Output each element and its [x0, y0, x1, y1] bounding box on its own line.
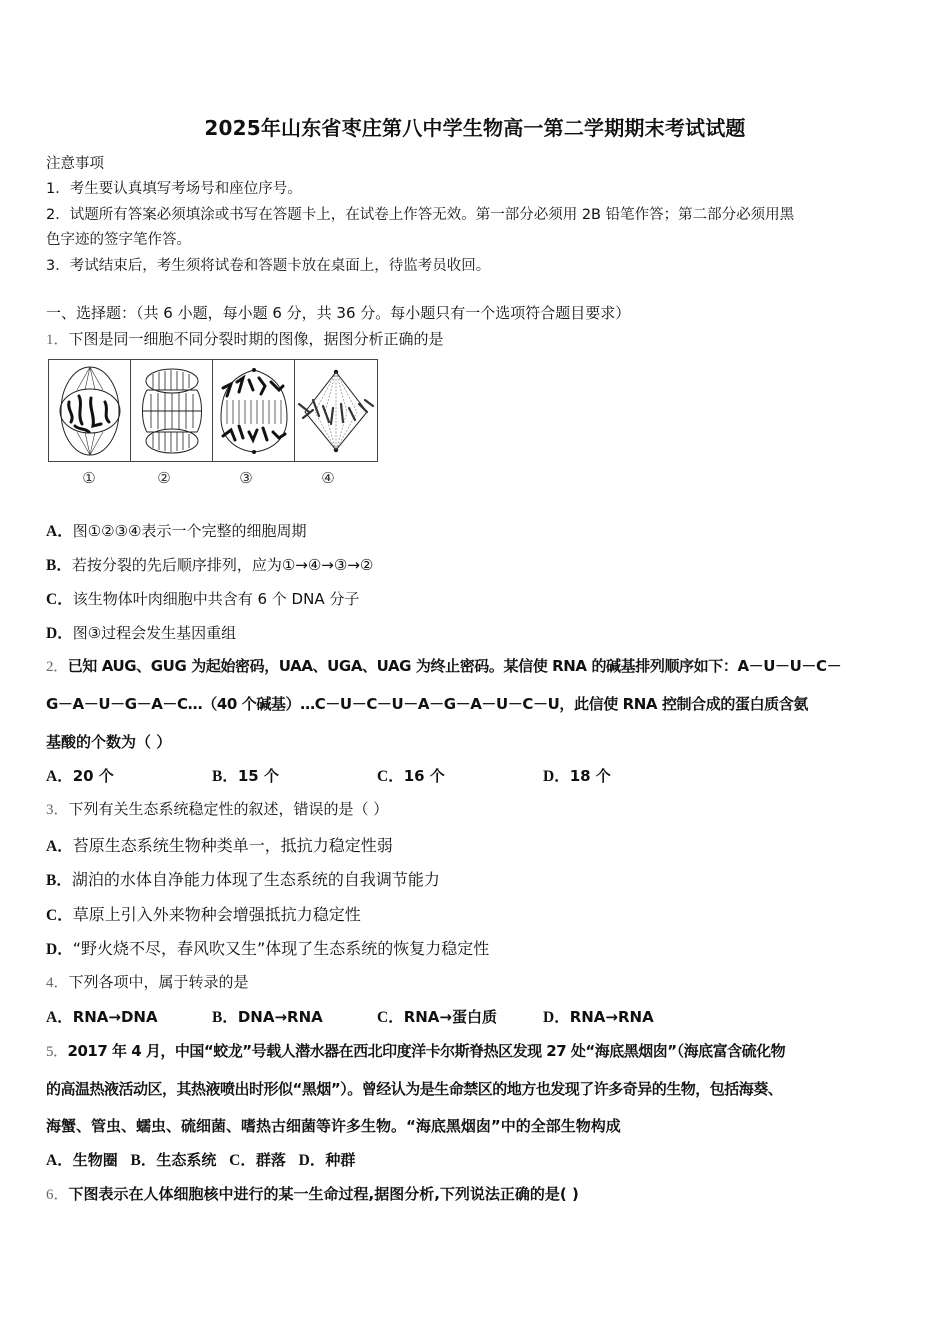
cell-division-figure: [48, 359, 374, 489]
question-number: 3．: [46, 802, 69, 818]
question-4-stem: [46, 971, 249, 992]
option-text: 种群: [325, 1151, 356, 1169]
cell-panel-3: [212, 359, 296, 462]
question-5-stem-line-1: [46, 1040, 785, 1061]
question-5-option-c[interactable]: [229, 1151, 286, 1169]
option-label: C．: [46, 591, 73, 608]
question-2-option-c[interactable]: [377, 764, 445, 786]
option-label: B．: [46, 872, 72, 889]
question-5-stem-line-2: 的高温热液活动区，其热液喷出时形似“黑烟”）。曾经认为是生命禁区的地方也发现了许多奇异的生物，包括海葵、: [46, 1080, 783, 1098]
question-3-option-b[interactable]: [46, 867, 440, 890]
option-text: 生物圈: [72, 1151, 118, 1169]
exam-title: 2025年山东省枣庄第八中学生物高一第二学期期末考试试题: [204, 116, 746, 140]
option-label: B．: [212, 768, 238, 785]
question-number: 1．: [46, 332, 69, 348]
question-3-option-c[interactable]: [46, 902, 361, 925]
option-text: 图①②③④表示一个完整的细胞周期: [72, 522, 307, 540]
question-4-option-c[interactable]: [377, 1005, 497, 1027]
option-label: B．: [212, 1009, 238, 1026]
figure-label-4: ④: [321, 469, 335, 487]
option-text: “野火烧不尽，春风吹又生”体现了生态系统的恢复力稳定性: [72, 939, 490, 958]
option-text: 苔原生态系统生物种类单一，抵抗力稳定性弱: [72, 836, 393, 855]
question-text: 下列有关生态系统稳定性的叙述，错误的是（ ）: [68, 800, 389, 818]
notice-item-2: 2．试题所有答案必须填涂或书写在答题卡上，在试卷上作答无效。第一部分必须用 2B 铅笔作答；第二部分必须用黑: [46, 207, 795, 223]
option-text: 16 个: [403, 767, 445, 785]
option-text: 18 个: [569, 767, 611, 785]
question-2-stem-line-1: [46, 655, 841, 676]
question-2-option-d[interactable]: [543, 764, 611, 786]
question-number: 4．: [46, 975, 69, 991]
option-label: D．: [298, 1152, 326, 1169]
question-5-option-d[interactable]: [299, 1151, 356, 1169]
question-2-option-a[interactable]: [46, 764, 114, 786]
question-text: 2017 年 4 月，中国“蛟龙”号载人潜水器在西北印度洋卡尔斯脊热区发现 27 处“海底黑烟囱”（海底富含硫化物: [67, 1042, 786, 1060]
telophase-cell-icon: [131, 360, 213, 461]
prophase-cell-icon: [49, 360, 131, 461]
option-text: 20 个: [72, 767, 114, 785]
option-label: C．: [377, 1009, 404, 1026]
question-1-stem: [46, 328, 444, 349]
notice-item-1: 1．考生要认真填写考场号和座位序号。: [46, 181, 302, 197]
option-text: 草原上引入外来物种会增强抵抗力稳定性: [72, 905, 361, 924]
figure-label-3: ③: [239, 469, 253, 487]
option-label: D．: [543, 1009, 570, 1026]
option-label: C．: [46, 907, 73, 924]
section-heading: 一、选择题：（共 6 小题，每小题 6 分，共 36 分。每小题只有一个选项符合题目要求）: [46, 304, 631, 322]
question-4-option-b[interactable]: [212, 1005, 323, 1027]
notice-heading: 注意事项: [46, 156, 104, 172]
question-2-stem-line-2: G－A－U－G－A－C…（40 个碱基）…C－U－C－U－A－G－A－U－C－U，此信使 RNA 控制合成的蛋白质含氨: [46, 695, 808, 713]
cell-panel-4: [294, 359, 378, 462]
cell-panel-2: [130, 359, 214, 462]
question-1-option-b[interactable]: [46, 553, 373, 575]
option-text: RNA→RNA: [569, 1008, 654, 1026]
question-1-option-c[interactable]: [46, 587, 359, 609]
option-text: 图③过程会发生基因重组: [72, 624, 237, 642]
question-2-stem-line-3: 基酸的个数为（ ）: [46, 733, 172, 751]
question-number: 6．: [46, 1187, 69, 1203]
cell-panel-1: [48, 359, 132, 462]
metaphase-cell-icon: [295, 360, 377, 461]
option-label: A．: [46, 1009, 73, 1026]
option-label: A．: [46, 838, 73, 855]
question-5-option-a[interactable]: [46, 1151, 118, 1169]
option-text: RNA→蛋白质: [403, 1008, 497, 1026]
question-4-option-d[interactable]: [543, 1005, 654, 1027]
question-3-option-d[interactable]: [46, 936, 489, 959]
question-5-option-b[interactable]: [131, 1151, 217, 1169]
option-label: A．: [46, 768, 73, 785]
option-text: RNA→DNA: [72, 1008, 158, 1026]
question-4-option-a[interactable]: [46, 1005, 158, 1027]
option-label: D．: [46, 941, 73, 958]
option-label: A．: [46, 523, 73, 540]
option-text: 群落: [255, 1151, 286, 1169]
question-text: 下列各项中，属于转录的是: [68, 973, 249, 991]
option-text: 该生物体叶肉细胞中共含有 6 个 DNA 分子: [72, 590, 360, 608]
notice-item-3: 3．考试结束后，考生须将试卷和答题卡放在桌面上，待监考员收回。: [46, 258, 491, 274]
option-label: D．: [543, 768, 570, 785]
option-label: B．: [130, 1152, 157, 1169]
notice-item-2-cont: 色字迹的签字笔作答。: [46, 232, 191, 248]
option-label: A．: [46, 1152, 73, 1169]
option-text: 湖泊的水体自净能力体现了生态系统的自我调节能力: [71, 870, 440, 889]
question-5-options: [46, 1148, 355, 1170]
option-text: 若按分裂的先后顺序排列，应为①→④→③→②: [71, 556, 374, 574]
question-5-stem-line-3: 海蟹、管虫、蠕虫、硫细菌、嗜热古细菌等许多生物。“海底黑烟囱”中的全部生物构成: [46, 1117, 621, 1135]
anaphase-cell-icon: [213, 360, 295, 461]
option-label: B．: [46, 557, 72, 574]
question-6-stem: [46, 1183, 579, 1204]
figure-label-1: ①: [82, 469, 96, 487]
question-number: 5．: [46, 1044, 68, 1060]
question-1-option-a[interactable]: [46, 519, 307, 541]
option-text: DNA→RNA: [237, 1008, 323, 1026]
question-text: 下图表示在人体细胞核中进行的某一生命过程,据图分析,下列说法正确的是( ): [68, 1185, 579, 1203]
option-text: 生态系统: [156, 1151, 217, 1169]
question-text: 下图是同一细胞不同分裂时期的图像，据图分析正确的是: [68, 330, 444, 348]
option-text: 15 个: [237, 767, 279, 785]
question-3-option-a[interactable]: [46, 833, 393, 856]
figure-label-2: ②: [157, 469, 171, 487]
question-3-stem: [46, 798, 388, 819]
question-number: 2．: [46, 659, 68, 675]
question-2-option-b[interactable]: [212, 764, 279, 786]
question-1-option-d[interactable]: [46, 621, 236, 643]
question-text: 已知 AUG、GUG 为起始密码，UAA、UGA、UAG 为终止密码。某信使 RNA 的碱基排列顺序如下：A－U－U－C－: [67, 657, 842, 675]
option-label: C．: [229, 1152, 256, 1169]
option-label: C．: [377, 768, 404, 785]
option-label: D．: [46, 625, 73, 642]
